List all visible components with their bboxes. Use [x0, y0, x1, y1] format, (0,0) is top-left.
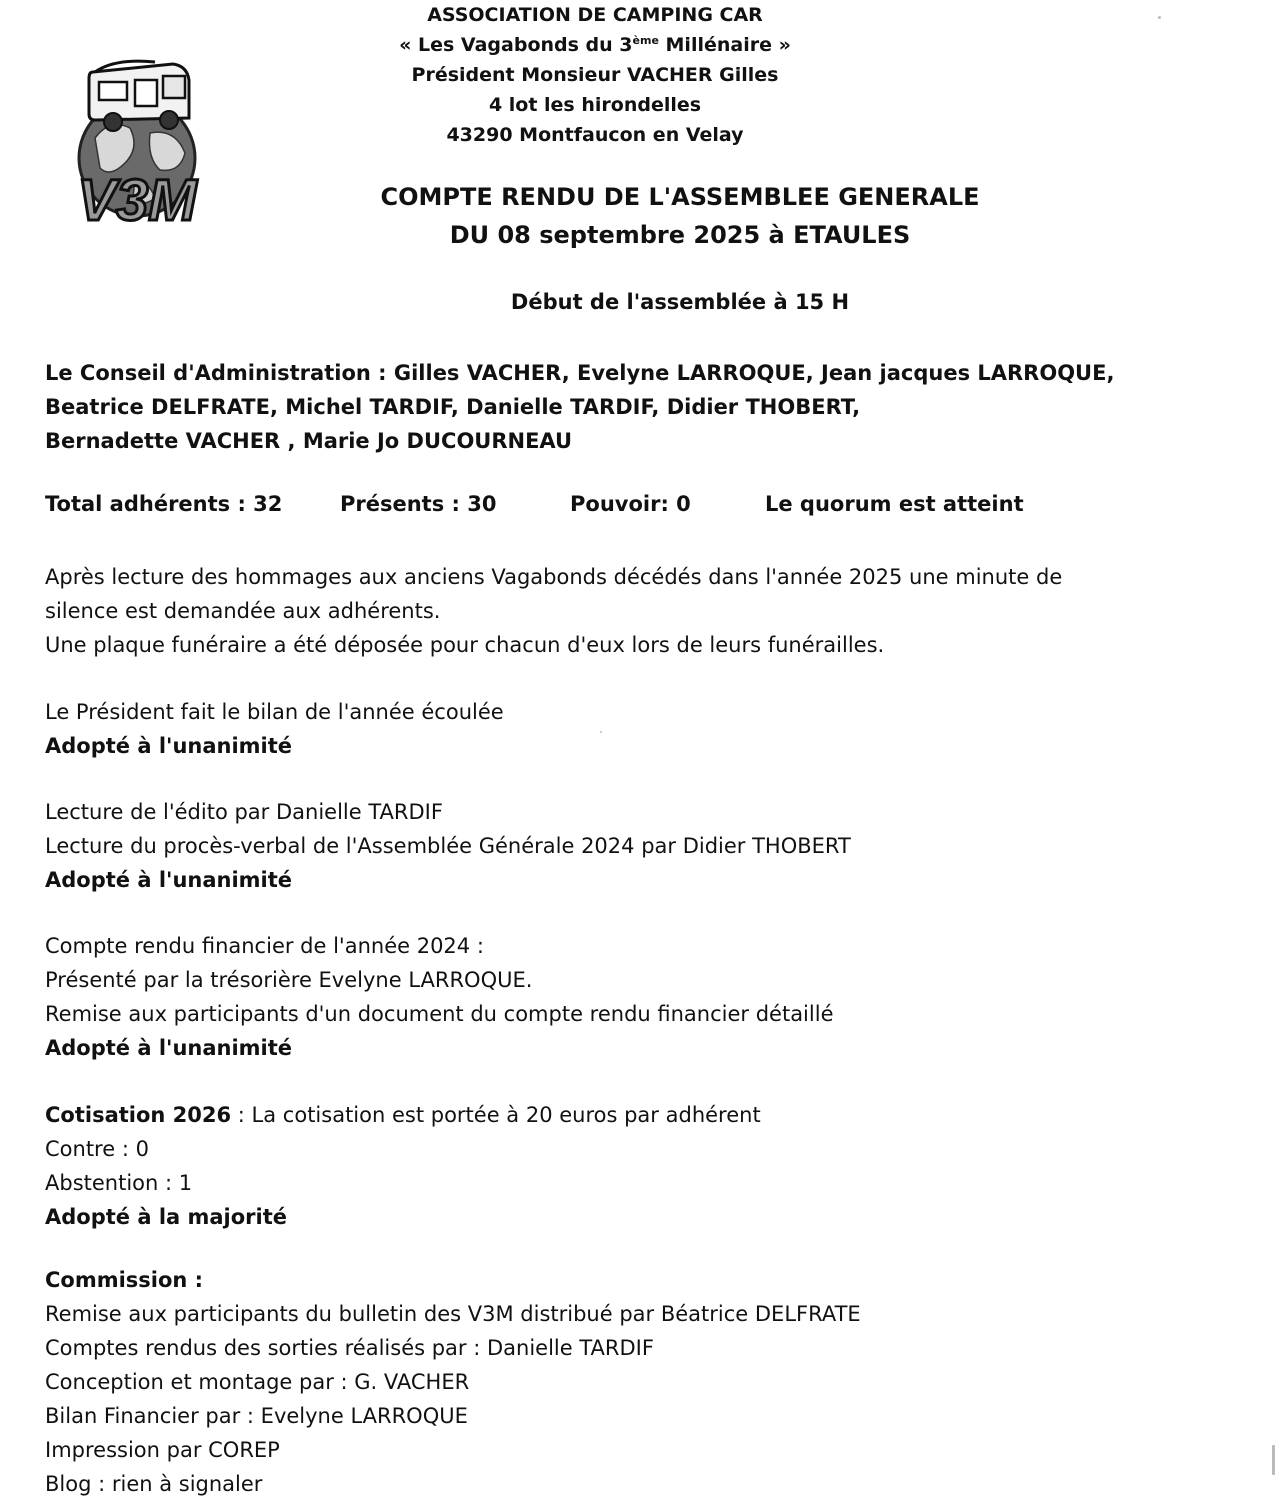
commission-line-4: Bilan Financier par : Evelyne LARROQUE: [45, 1404, 468, 1428]
total-members: Total adhérents : 32: [45, 492, 283, 516]
financial-line-2: Présenté par la trésorière Evelyne LARROQUE.: [45, 968, 533, 992]
camping-car-icon: [89, 61, 189, 131]
tribute-line-2: silence est demandée aux adhérents.: [45, 599, 441, 623]
council-label: Le Conseil d'Administration :: [45, 361, 387, 385]
commission-line-2: Comptes rendus des sorties réalisés par : Danielle TARDIF: [45, 1336, 654, 1360]
tribute-section: [45, 560, 1165, 662]
commission-line-1: Remise aux participants du bulletin des V3M distribué par Béatrice DELFRATE: [45, 1302, 861, 1326]
commission-line-5: Impression par COREP: [45, 1438, 280, 1462]
financial-section: [45, 929, 1165, 1065]
cotisation-vote: Adopté à la majorité: [45, 1205, 288, 1229]
address-line-2: 43290 Montfaucon en Velay: [446, 124, 744, 146]
meeting-title-line-1: COMPTE RENDU DE L'ASSEMBLEE GENERALE: [380, 183, 980, 211]
edito-line-1: Lecture de l'édito par Danielle TARDIF: [45, 800, 443, 824]
camping-car-globe-logo: [55, 58, 220, 228]
commission-section: [45, 1263, 1165, 1501]
financial-vote: Adopté à l'unanimité: [45, 1036, 293, 1060]
commission-line-3: Conception et montage par : G. VACHER: [45, 1370, 470, 1394]
address-line-1: 4 lot les hirondelles: [488, 94, 702, 116]
cotisation-text: : La cotisation est portée à 20 euros par adhérent: [231, 1103, 761, 1127]
association-name: « Les Vagabonds du 3ème Millénaire »: [399, 34, 791, 56]
president-line: Président Monsieur VACHER Gilles: [411, 64, 779, 86]
cotisation-contre: Contre : 0: [45, 1137, 149, 1161]
association-header: [380, 0, 810, 150]
meeting-start-time: Début de l'assemblée à 15 H: [510, 290, 850, 314]
council-members-line-2: Beatrice DELFRATE, Michel TARDIF, Danielle TARDIF, Didier THOBERT,: [45, 395, 861, 419]
association-title: ASSOCIATION DE CAMPING CAR: [427, 4, 763, 26]
quorum-status: Le quorum est atteint: [765, 492, 1024, 516]
scan-speck: [600, 731, 602, 733]
bilan-line: Le Président fait le bilan de l'année écoulée: [45, 700, 504, 724]
bilan-section: [45, 695, 1165, 763]
bilan-vote: Adopté à l'unanimité: [45, 734, 293, 758]
edito-section: [45, 795, 1165, 897]
scan-speck: [1158, 16, 1161, 19]
council-members-line-3: Bernadette VACHER , Marie Jo DUCOURNEAU: [45, 429, 573, 453]
meeting-title: [300, 178, 1060, 254]
tribute-line-3: Une plaque funéraire a été déposée pour chacun d'eux lors de leurs funérailles.: [45, 633, 885, 657]
edito-vote: Adopté à l'unanimité: [45, 868, 293, 892]
cotisation-label: Cotisation 2026: [45, 1103, 232, 1127]
present-members: Présents : 30: [340, 492, 497, 516]
scan-edge-mark: [1272, 1445, 1275, 1475]
logo-text: V3M: [77, 168, 197, 228]
cotisation-abstention: Abstention : 1: [45, 1171, 193, 1195]
tribute-line-1: Après lecture des hommages aux anciens Vagabonds décédés dans l'année 2025 une minute de: [45, 565, 1063, 589]
meeting-title-line-2: DU 08 septembre 2025 à ETAULES: [449, 221, 911, 249]
financial-line-1: Compte rendu financier de l'année 2024 :: [45, 934, 484, 958]
cotisation-section: [45, 1098, 1165, 1234]
edito-line-2: Lecture du procès-verbal de l'Assemblée Générale 2024 par Didier THOBERT: [45, 834, 851, 858]
council-section: [45, 356, 1165, 458]
council-members-line-1: Gilles VACHER, Evelyne LARROQUE, Jean jacques LARROQUE,: [386, 361, 1115, 385]
financial-line-3: Remise aux participants d'un document du compte rendu financier détaillé: [45, 1002, 834, 1026]
commission-label: Commission :: [45, 1268, 204, 1292]
proxy-count: Pouvoir: 0: [570, 492, 691, 516]
commission-line-6: Blog : rien à signaler: [45, 1472, 263, 1496]
